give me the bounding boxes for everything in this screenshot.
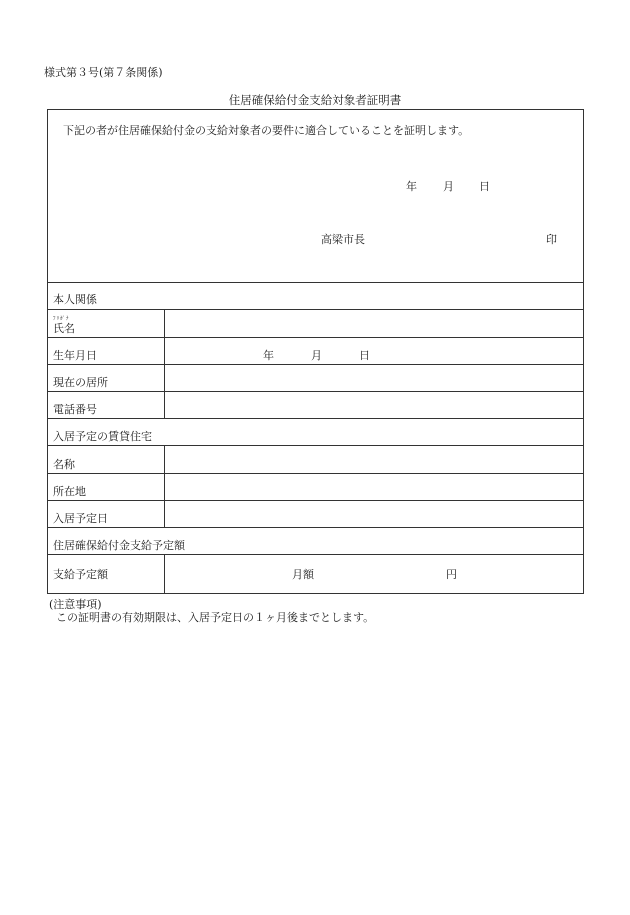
certificate-table <box>47 109 584 594</box>
divider <box>48 282 583 283</box>
phone-label: 電話番号 <box>53 403 97 416</box>
divider <box>48 309 583 310</box>
payment-section-heading: 住居確保給付金支給予定額 <box>53 539 185 552</box>
person-section-heading: 本人関係 <box>53 293 97 306</box>
dob-month: 月 <box>311 349 322 362</box>
column-divider <box>164 309 165 418</box>
divider <box>48 527 583 528</box>
divider <box>48 418 583 419</box>
issuer-name: 高梁市長 <box>321 233 365 246</box>
divider <box>48 337 583 338</box>
divider <box>48 391 583 392</box>
notes-body: この証明書の有効期限は、入居予定日の１ヶ月後までとします。 <box>56 611 375 624</box>
cert-date-year: 年 <box>406 180 417 193</box>
move-in-date-label: 入居予定日 <box>53 512 108 525</box>
cert-date-day: 日 <box>479 180 490 193</box>
monthly-label: 月額 <box>292 568 314 581</box>
housing-location-label: 所在地 <box>53 485 86 498</box>
cert-date-month: 月 <box>443 180 454 193</box>
certification-statement: 下記の者が住居確保給付金の支給対象者の要件に適合していることを証明します。 <box>63 124 470 137</box>
divider <box>48 554 583 555</box>
document-title: 住居確保給付金支給対象者証明書 <box>228 93 402 107</box>
divider <box>48 445 583 446</box>
divider <box>48 473 583 474</box>
column-divider <box>164 554 165 594</box>
dob-year: 年 <box>263 349 274 362</box>
divider <box>48 500 583 501</box>
amount-label: 支給予定額 <box>53 568 108 581</box>
form-number: 様式第３号(第７条関係) <box>44 66 163 79</box>
name-label: 氏名 <box>53 322 75 335</box>
address-label: 現在の居所 <box>53 376 108 389</box>
notes-heading: (注意事項) <box>49 598 102 611</box>
dob-label: 生年月日 <box>53 349 97 362</box>
yen-label: 円 <box>446 568 457 581</box>
divider <box>48 364 583 365</box>
housing-section-heading: 入居予定の賃貸住宅 <box>53 430 152 443</box>
column-divider <box>164 445 165 527</box>
seal-mark: 印 <box>546 233 557 246</box>
name-furigana-label: ﾌﾘｶﾞﾅ <box>53 316 70 322</box>
housing-name-label: 名称 <box>53 458 75 471</box>
dob-day: 日 <box>359 349 370 362</box>
